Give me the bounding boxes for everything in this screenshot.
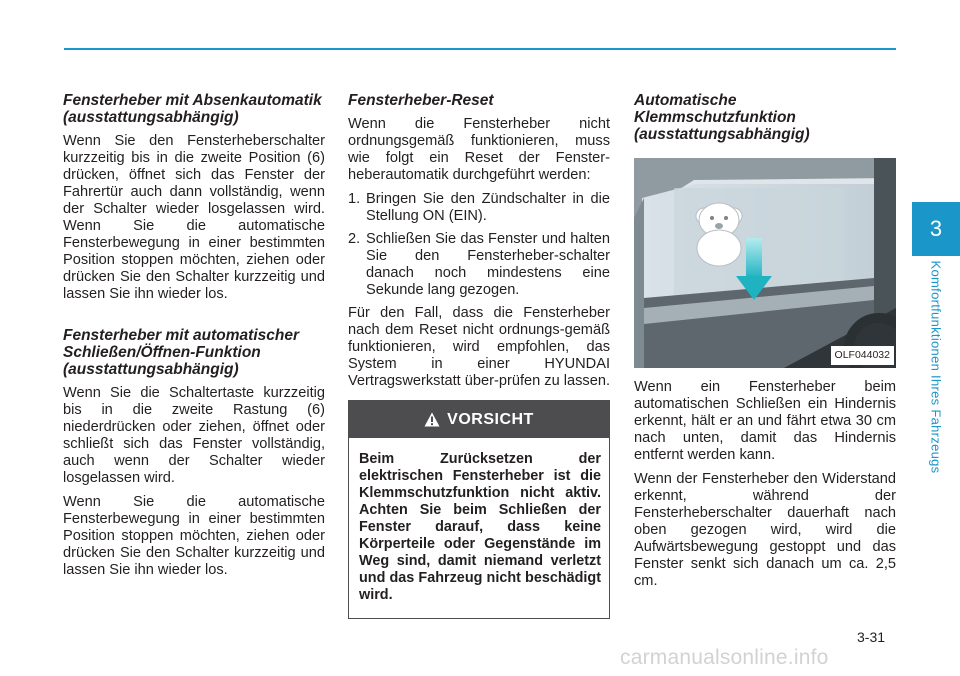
caution-title: VORSICHT <box>447 411 534 428</box>
paragraph-stop-movement: Wenn Sie die automatische Fensterbewegung in einer bestimmten Position stoppen möchten, ziehen oder drücken Sie den Schalter kurzzeitig und lassen Sie ihn wieder los. <box>63 494 325 578</box>
page-number: 3-31 <box>857 629 886 645</box>
list-item-text: Bringen Sie den Zündschalter in die Stellung ON (EIN). <box>366 191 610 224</box>
caution-header <box>349 401 609 438</box>
chapter-title: Komfortfunktionen Ihres Fahrzeugs <box>928 260 944 474</box>
figure-anti-pinch-window <box>634 158 896 368</box>
heading-auto-up-down: Fensterheber mit automatischer Schließen/Öffnen-Funktion (ausstattungsabhängig) <box>63 327 300 378</box>
column-middle <box>348 92 610 619</box>
list-item-number: 1. <box>348 191 361 207</box>
paragraph-anti-pinch-manual: Wenn der Fensterheber den Widerstand erkennt, während der Fensterheberschalter dauerhaft nach oben gezogen wird, wird die Aufwärtsbewegung gestoppt und das Fenster senkt sich danach um ca. 2,5 cm. <box>634 471 896 589</box>
caution-box <box>348 400 610 619</box>
window-illustration <box>634 158 896 368</box>
chapter-tab: 3 <box>912 202 960 256</box>
paragraph-auto-down: Wenn Sie den Fensterheberschalter kurzzeitig bis in die zweite Position (6) drücken, öffnet sich das Fenster der Fahrertür auch dann vollständig, wenn der Schalter wieder losgelassen wird. Wenn Sie die automatische Fensterbewegung in einer bestimmten Position stoppen möchten, ziehen oder drücken Sie den Schalter kurzzeitig und lassen Sie ihn wieder los. <box>63 133 325 302</box>
paragraph-anti-pinch-auto: Wenn ein Fensterheber beim automatischen Schließen ein Hindernis erkennt, hält er an und fährt etwa 30 cm nach unten, damit das Hindernis entfernt werden kann. <box>634 379 896 463</box>
watermark: carmanualsonline.info <box>620 646 829 669</box>
paragraph-reset-fallback: Für den Fall, dass die Fensterheber nach dem Reset nicht ordnungs-gemäß funktionieren, wird empfohlen, das System in einer HYUNDAI Vertragswerkstatt über-prüfen zu lassen. <box>348 305 611 389</box>
column-left <box>63 92 325 586</box>
list-item-number: 2. <box>348 231 361 247</box>
paragraph-auto-up-down: Wenn Sie die Schaltertaste kurzzeitig bis in die zweite Rastung (6) niederdrücken oder ziehen, öffnet oder schließt sich das Fenster vollständig, auch wenn der Schalter wieder losgelassen wird. <box>63 385 325 486</box>
paragraph-reset-intro: Wenn die Fensterheber nicht ordnungsgemäß funktionieren, muss wie folgt ein Reset der Fenster-heberautomatik durchgeführt werden: <box>348 116 610 183</box>
caution-text: Beim Zurücksetzen der elektrischen Fensterheber ist die Klemmschutzfunktion nicht aktiv. Achten Sie beim Schließen der Fenster darauf, dass keine Körperteile oder Gegenstände im Weg sind, damit niemand verletzt und das Fahrzeug nicht beschädigt wird. <box>359 451 601 603</box>
list-item <box>348 231 610 299</box>
column-right <box>634 92 896 597</box>
list-item <box>348 191 610 225</box>
heading-anti-pinch: Automatische Klemmschutzfunktion (ausstattungsabhängig) <box>634 92 810 143</box>
list-item-text: Schließen Sie das Fenster und halten Sie den Fensterheber-schalter danach noch mindestens eine Sekunde lang gezogen. <box>366 231 610 298</box>
warning-triangle-icon <box>424 412 440 427</box>
figure-code: OLF044032 <box>831 346 894 365</box>
heading-reset: Fensterheber-Reset <box>348 92 494 109</box>
header-rule <box>64 48 896 50</box>
heading-auto-down: Fensterheber mit Absenkautomatik (ausstattungsabhängig) <box>63 92 322 126</box>
